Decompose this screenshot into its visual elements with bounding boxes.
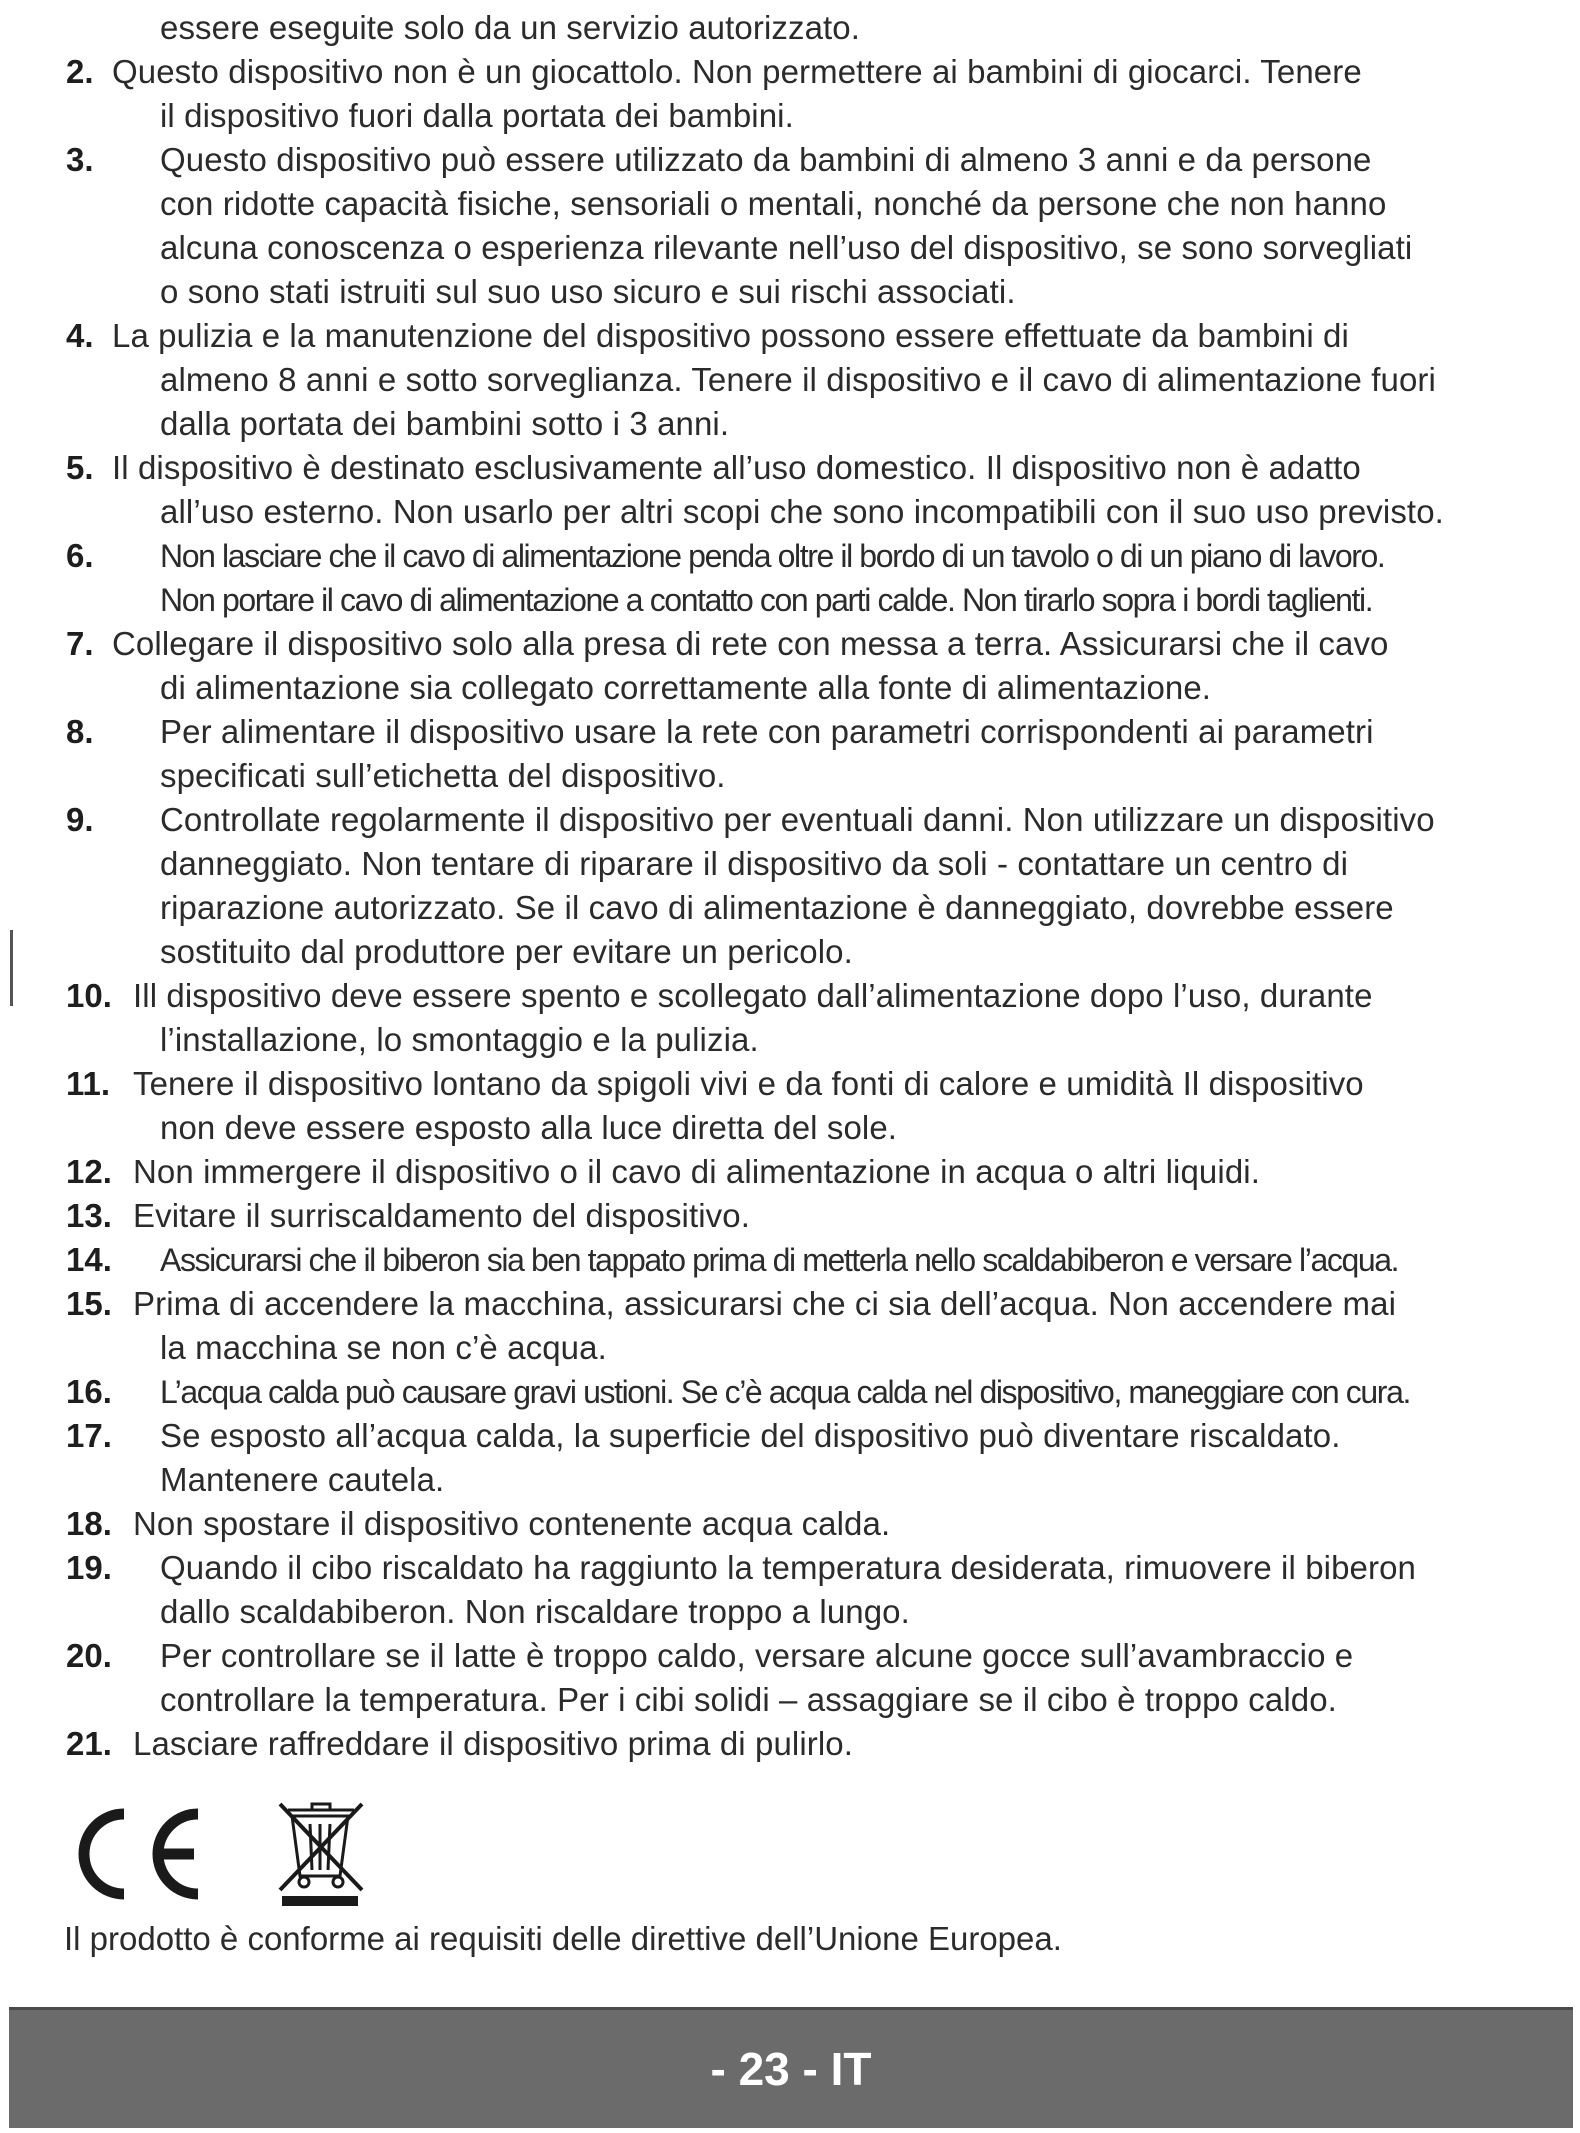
item-number: 9.	[66, 801, 94, 838]
instruction-line: alcuna conoscenza o esperienza rilevante nell’uso del dispositivo, se sono sorvegliati	[160, 229, 1413, 266]
instruction-line: la macchina se non c’è acqua.	[160, 1329, 607, 1366]
instruction-line: controllare la temperatura. Per i cibi solidi – assaggiare se il cibo è troppo caldo.	[160, 1681, 1337, 1718]
item-number: 16.	[66, 1373, 112, 1410]
conformity-statement: Il prodotto è conforme ai requisiti delle direttive dell’Unione Europea.	[64, 1920, 1062, 1957]
instruction-line: Questo dispositivo può essere utilizzato da bambini di almeno 3 anni e da persone	[160, 141, 1372, 178]
instruction-line: Ill dispositivo deve essere spento e scollegato dall’alimentazione dopo l’uso, durante	[133, 977, 1373, 1014]
instruction-line: almeno 8 anni e sotto sorveglianza. Tenere il dispositivo e il cavo di alimentazione fuori	[160, 361, 1436, 398]
instruction-line: o sono stati istruiti sul suo uso sicuro e sui rischi associati.	[160, 273, 1016, 310]
instruction-line: Non spostare il dispositivo contenente acqua calda.	[133, 1505, 891, 1542]
instruction-line: Per alimentare il dispositivo usare la rete con parametri corrispondenti ai parametri	[160, 713, 1374, 750]
instruction-line: sostituito dal produttore per evitare un pericolo.	[160, 933, 853, 970]
instruction-line: danneggiato. Non tentare di riparare il dispositivo da soli - contattare un centro di	[160, 845, 1349, 882]
instruction-line: Non lasciare che il cavo di alimentazione penda oltre il bordo di un tavolo o di un piano di lavoro.	[160, 538, 1385, 574]
item-number: 6.	[66, 537, 94, 574]
instruction-line: all’uso esterno. Non usarlo per altri scopi che sono incompatibili con il suo uso previsto.	[160, 493, 1444, 530]
instruction-line: Tenere il dispositivo lontano da spigoli vivi e da fonti di calore e umidità Il dispositivo	[133, 1065, 1364, 1102]
certification-logos	[62, 1800, 382, 1910]
item-number: 3.	[66, 141, 94, 178]
instruction-line: specificati sull’etichetta del dispositivo.	[160, 757, 726, 794]
instruction-line: Mantenere cautela.	[160, 1461, 445, 1498]
item-number: 11.	[66, 1065, 111, 1102]
item-number: 17.	[66, 1417, 112, 1454]
instruction-line: non deve essere esposto alla luce diretta del sole.	[160, 1109, 898, 1146]
instruction-line: Controllate regolarmente il dispositivo per eventuali danni. Non utilizzare un dispositivo	[160, 801, 1435, 838]
weee-bin-icon	[280, 1804, 362, 1906]
instruction-line: Non immergere il dispositivo o il cavo di alimentazione in acqua o altri liquidi.	[133, 1153, 1260, 1190]
item-number: 4.	[66, 317, 94, 354]
instruction-line: Per controllare se il latte è troppo caldo, versare alcune gocce sull’avambraccio e	[160, 1637, 1354, 1674]
item-number: 21.	[66, 1725, 112, 1762]
instruction-line: il dispositivo fuori dalla portata dei bambini.	[160, 97, 794, 134]
instruction-line: l’installazione, lo smontaggio e la pulizia.	[160, 1021, 759, 1058]
instruction-line: Il dispositivo è destinato esclusivamente all’uso domestico. Il dispositivo non è adatto	[112, 449, 1361, 486]
item-number: 13.	[66, 1197, 112, 1234]
instruction-line: Se esposto all’acqua calda, la superficie del dispositivo può diventare riscaldato.	[160, 1417, 1341, 1454]
footer-bar	[9, 2007, 1573, 2128]
instruction-line: dalla portata dei bambini sotto i 3 anni.	[160, 405, 730, 442]
ce-mark-icon	[84, 1814, 198, 1894]
instruction-line: Prima di accendere la macchina, assicurarsi che ci sia dell’acqua. Non accendere mai	[133, 1285, 1396, 1322]
instruction-line: Assicurarsi che il biberon sia ben tappato prima di metterla nello scaldabiberon e versare l’acqua.	[160, 1242, 1399, 1278]
item-number: 20.	[66, 1637, 112, 1674]
logos-svg	[62, 1800, 382, 1910]
item-number: 12.	[66, 1153, 112, 1190]
instruction-line: dallo scaldabiberon. Non riscaldare troppo a lungo.	[160, 1593, 910, 1630]
item-number: 19.	[66, 1549, 112, 1586]
instruction-line: Evitare il surriscaldamento del dispositivo.	[133, 1197, 750, 1234]
page-number: - 23 - IT	[710, 2043, 872, 2095]
instruction-line: essere eseguite solo da un servizio autorizzato.	[160, 9, 861, 46]
item-number: 18.	[66, 1505, 112, 1542]
item-number: 5.	[66, 449, 94, 486]
item-number: 15.	[66, 1285, 112, 1322]
instruction-line: di alimentazione sia collegato correttamente alla fonte di alimentazione.	[160, 669, 1212, 706]
item-number: 8.	[66, 713, 94, 750]
instruction-line: Questo dispositivo non è un giocattolo. Non permettere ai bambini di giocarci. Tenere	[112, 53, 1362, 90]
instruction-line: Lasciare raffreddare il dispositivo prima di pulirlo.	[133, 1725, 854, 1762]
instruction-line: Collegare il dispositivo solo alla presa di rete con messa a terra. Assicurarsi che il cavo	[112, 625, 1389, 662]
instruction-line: La pulizia e la manutenzione del dispositivo possono essere effettuate da bambini di	[112, 317, 1349, 354]
item-number: 14.	[66, 1241, 112, 1278]
item-number: 10.	[66, 977, 112, 1014]
instruction-line: L’acqua calda può causare gravi ustioni. Se c’è acqua calda nel dispositivo, maneggiare con cura.	[160, 1374, 1410, 1410]
item-number: 2.	[66, 53, 94, 90]
instruction-line: Non portare il cavo di alimentazione a contatto con parti calde. Non tirarlo sopra i bordi taglienti.	[160, 582, 1373, 618]
instruction-line: Quando il cibo riscaldato ha raggiunto la temperatura desiderata, rimuovere il biberon	[160, 1549, 1416, 1586]
item-number: 7.	[66, 625, 94, 662]
instruction-line: riparazione autorizzato. Se il cavo di alimentazione è danneggiato, dovrebbe essere	[160, 889, 1394, 926]
instruction-line: con ridotte capacità fisiche, sensoriali o mentali, nonché da persone che non hanno	[160, 185, 1387, 222]
margin-mark	[10, 930, 13, 1006]
